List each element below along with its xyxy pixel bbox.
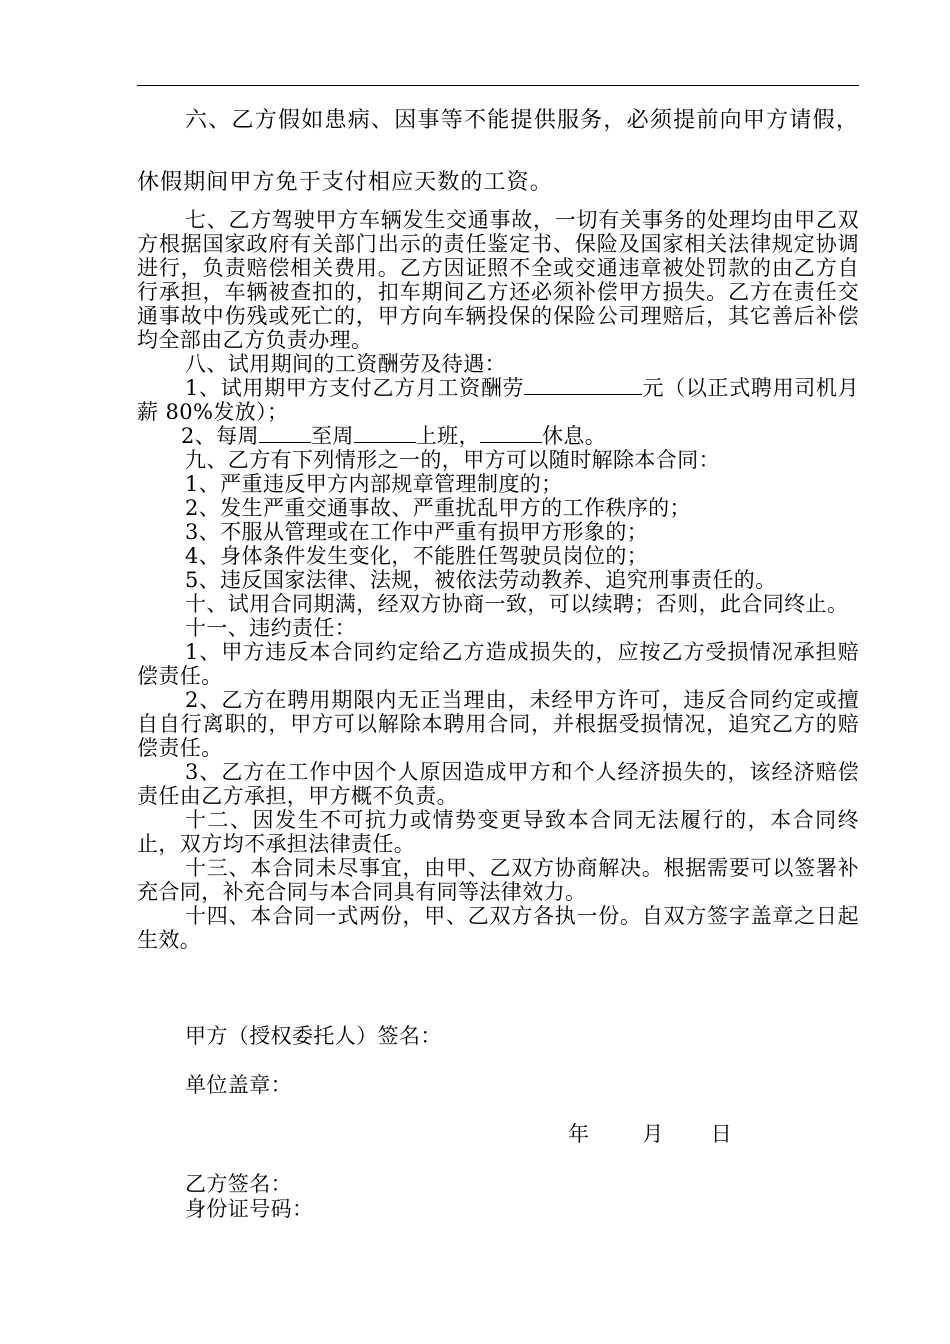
clause-9-1: 1、严重违反甲方内部规章管理制度的； bbox=[185, 472, 563, 496]
clause-11-1: 1、甲方违反本合同约定给乙方造成损失的，应按乙方受损情况承担赔偿责任。 bbox=[137, 640, 859, 688]
clause-13: 十三、本合同未尽事宜，由甲、乙双方协商解决。根据需要可以签署补充合同，补充合同与本合同具有同等法律效力。 bbox=[137, 856, 859, 904]
party-a-signature-label: 甲方（授权委托人）签名： bbox=[185, 1024, 442, 1048]
weekday-end-blank[interactable] bbox=[354, 424, 416, 443]
clause-10: 十、试用合同期满，经双方协商一致，可以续聘；否则，此合同终止。 bbox=[185, 592, 849, 616]
day-label: 日 bbox=[710, 1122, 732, 1146]
clause-9-2: 2、发生严重交通事故、严重扰乱甲方的工作秩序的； bbox=[185, 496, 691, 520]
clause-8-1 bbox=[137, 376, 859, 424]
header-rule bbox=[137, 85, 859, 86]
contract-body bbox=[137, 104, 859, 952]
clause-9-3: 3、不服从管理或在工作中严重有损甲方形象的； bbox=[185, 520, 649, 544]
clause-6: 六、乙方假如患病、因事等不能提供服务，必须提前向甲方请假，休假期间甲方免于支付相应天数的工资。 bbox=[137, 108, 859, 195]
clause-12: 十二、因发生不可抗力或情势变更导致本合同无法履行的，本合同终止，双方均不承担法律责任。 bbox=[137, 808, 859, 856]
rest-day-blank[interactable] bbox=[480, 424, 542, 443]
clause-8-2 bbox=[137, 424, 859, 448]
seal-label: 单位盖章： bbox=[185, 1073, 292, 1097]
year-label: 年 bbox=[568, 1122, 589, 1146]
clause-8-2-text-b: 至周 bbox=[310, 424, 354, 448]
salary-blank[interactable] bbox=[524, 376, 642, 395]
weekday-start-blank[interactable] bbox=[259, 424, 311, 443]
clause-8-2-text-d: 休息。 bbox=[541, 424, 607, 448]
clause-11-3: 3、乙方在工作中因个人原因造成甲方和个人经济损失的，该经济赔偿责任由乙方承担，甲方概不负责。 bbox=[137, 760, 859, 808]
clause-9-4: 4、身体条件发生变化，不能胜任驾驶员岗位的； bbox=[185, 544, 649, 568]
id-number-label: 身份证号码： bbox=[185, 1197, 314, 1221]
clause-8-1-text-b: 元（以正式聘用司机月薪 80%发放）； bbox=[137, 376, 860, 424]
clause-9: 九、乙方有下列情形之一的，甲方可以随时解除本合同： bbox=[185, 448, 720, 472]
clause-11: 十一、违约责任： bbox=[185, 616, 357, 640]
clause-8-2-text-a: 2、每周 bbox=[181, 424, 259, 448]
clause-14: 十四、本合同一式两份，甲、乙双方各执一份。自双方签字盖章之日起生效。 bbox=[137, 904, 859, 952]
clause-8: 八、试用期间的工资酬劳及待遇： bbox=[185, 352, 506, 376]
clause-8-2-text-c: 上班， bbox=[415, 424, 480, 448]
clause-7: 七、乙方驾驶甲方车辆发生交通事故，一切有关事务的处理均由甲乙双方根据国家政府有关部门出示的责任鉴定书、保险及国家相关法律规定协调进行，负责赔偿相关费用。乙方因证照不全或交通违章被处罚款的由乙方自行承担，车辆被查扣的，扣车期间乙方还必须补偿甲方损失。乙方在责任交通事故中伤残或死亡的，甲方向车辆投保的保险公司理赔后，其它善后补偿均全部由乙方负责办理。 bbox=[137, 208, 859, 352]
clause-8-1-text-a: 1、试用期甲方支付乙方月工资酬劳 bbox=[185, 376, 525, 400]
month-label: 月 bbox=[642, 1122, 664, 1146]
clause-9-5: 5、违反国家法律、法规，被依法劳动教养、追究刑事责任的。 bbox=[185, 568, 777, 592]
party-b-signature-label: 乙方签名： bbox=[185, 1172, 292, 1196]
clause-11-2: 2、乙方在聘用期限内无正当理由，未经甲方许可，违反合同约定或擅自自行离职的，甲方可以解除本聘用合同，并根据受损情况，追究乙方的赔偿责任。 bbox=[137, 688, 859, 760]
date-line bbox=[568, 1122, 732, 1146]
